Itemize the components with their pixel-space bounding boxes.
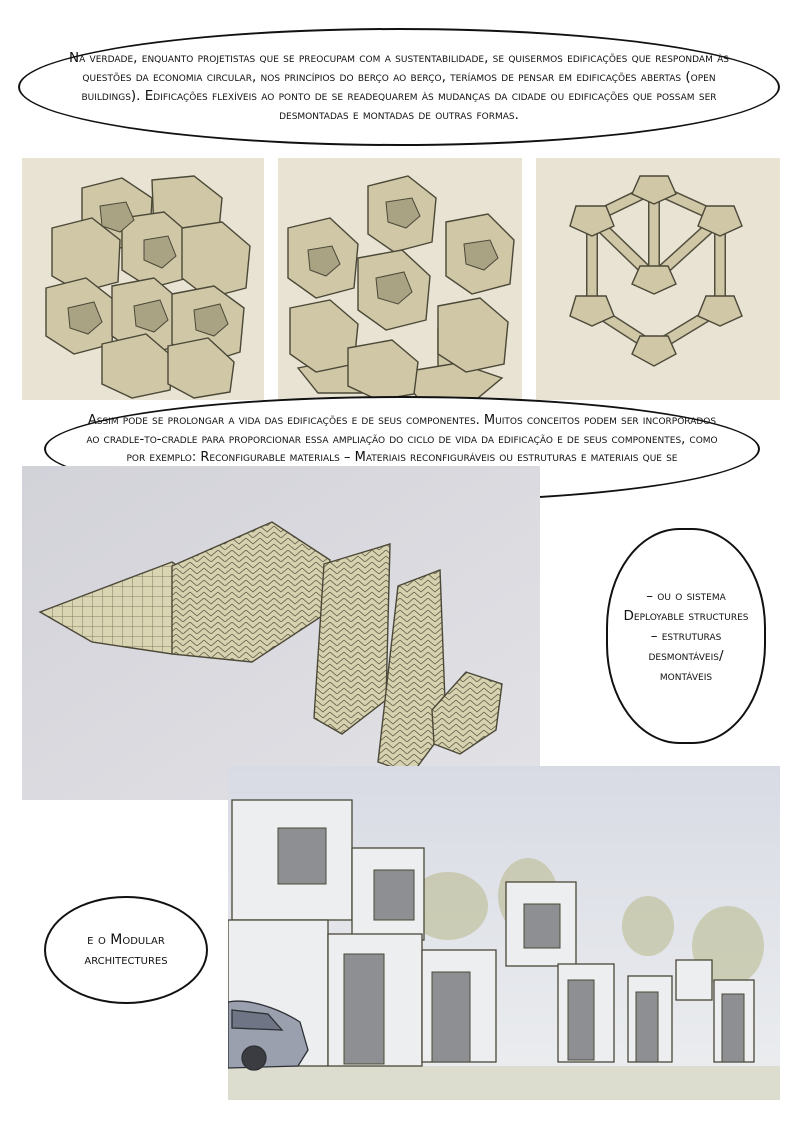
modular-text: e o Modular architectures	[84, 932, 168, 968]
panel-modular-frame	[278, 158, 522, 400]
modular-lattice-illustration	[536, 158, 780, 400]
panel-modular-lattice	[536, 158, 780, 400]
speech-bubble-modular	[44, 896, 208, 1004]
intro-text: Na verdade, enquanto projetistas que se preocupam com a sustentabilidade, se quisermos edificações que respondam às questões da economia circular, nos princípios do berço ao berço, teríamos de pensar em edificações abertas (open buildings). Edificações flexíveis ao ponto de se readequarem às mudanças da cidade ou edificações que possam ser desmontadas e montadas de outras formas.	[68, 50, 730, 123]
speech-bubble-intro	[18, 28, 780, 146]
folding-structures-illustration	[22, 466, 540, 800]
panel-folding-structures	[22, 466, 540, 800]
lifespan-text: Assim pode se prolongar a vida das edificações e de seus componentes. Muitos conceitos podem ser incorporados ao cradle-to-cradle para proporcionar essa ampliação do ciclo de vida da edificação e de seus componentes, como por exemplo: Reconfigurable materials – Materiais reconfiguráveis ou estruturas e materiais que se	[86, 413, 718, 465]
modular-architecture-illustration	[228, 766, 780, 1100]
panel-modular-cluster	[22, 158, 264, 400]
modular-frame-illustration	[278, 158, 522, 400]
modular-cluster-illustration	[22, 158, 264, 400]
panel-modular-architecture	[228, 766, 780, 1100]
deployable-text: – ou o sistema Deployable structures – estruturas desmontáveis/ montáveis	[623, 588, 749, 684]
speech-bubble-deployable	[606, 528, 766, 744]
